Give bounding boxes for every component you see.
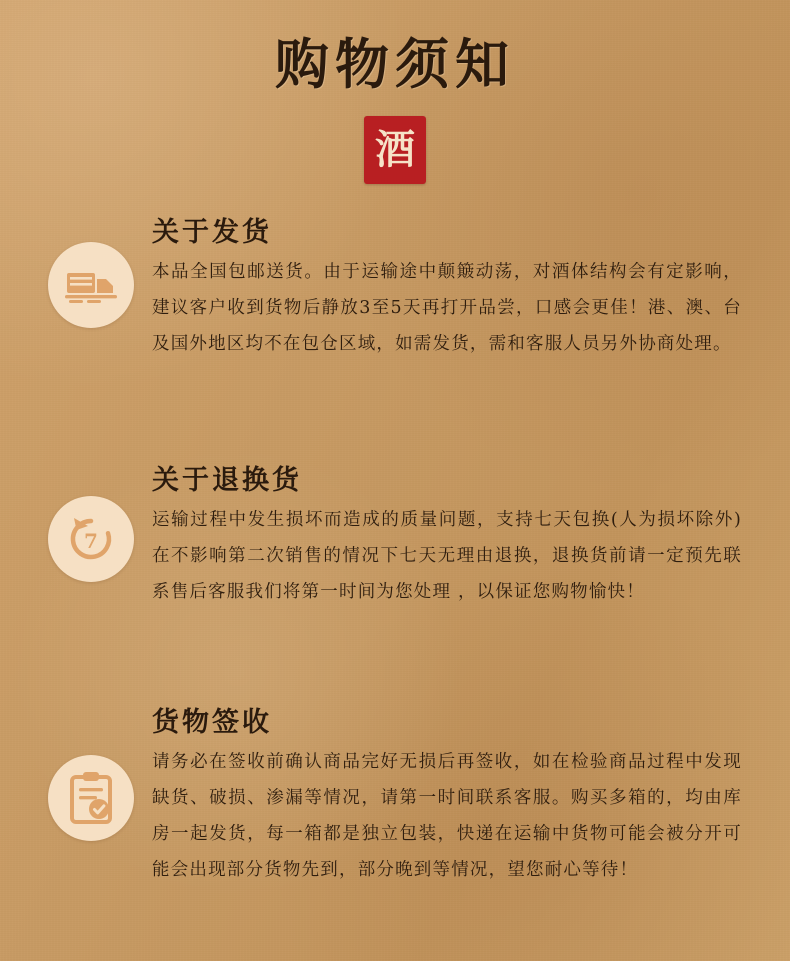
section-body: 请务必在签收前确认商品完好无损后再签收，如在检验商品过程中发现缺货、破损、渗漏等情况，请第一时间联系客服。购买多箱的，均由库房一起发货，每一箱都是独立包装，快递在运输中货物可能会被分开可能会出现部分货物先到，部分晚到等情况，望您耐心等待！: [152, 752, 742, 880]
page-title: 购物须知: [275, 32, 515, 96]
wine-seal-stamp: [364, 116, 426, 184]
svg-text:7: 7: [84, 529, 98, 553]
truck-icon: [48, 242, 134, 328]
clipboard-check-icon: [48, 755, 134, 841]
section-heading: 关于发货: [152, 217, 272, 248]
section-heading: 货物签收: [152, 707, 272, 738]
seal-character: 酒: [375, 126, 415, 173]
section-body: 运输过程中发生损坏而造成的质量问题，支持七天包换(人为损坏除外)在不影响第二次销售的情况下七天无理由退换，退换货前请一定预先联系售后客服我们将第一时间为您处理 ，以保证您购物愉快！: [152, 510, 742, 602]
section-heading: 关于退换货: [152, 465, 302, 496]
seven-day-return-icon: [48, 496, 134, 582]
section-body: 本品全国包邮送货。由于运输途中颠簸动荡，对酒体结构会有定影响，建议客户收到货物后静放3至5天再打开品尝，口感会更佳！港、澳、台及国外地区均不在包仓区域，如需发货，需和客服人员另外协商处理。: [152, 262, 742, 354]
